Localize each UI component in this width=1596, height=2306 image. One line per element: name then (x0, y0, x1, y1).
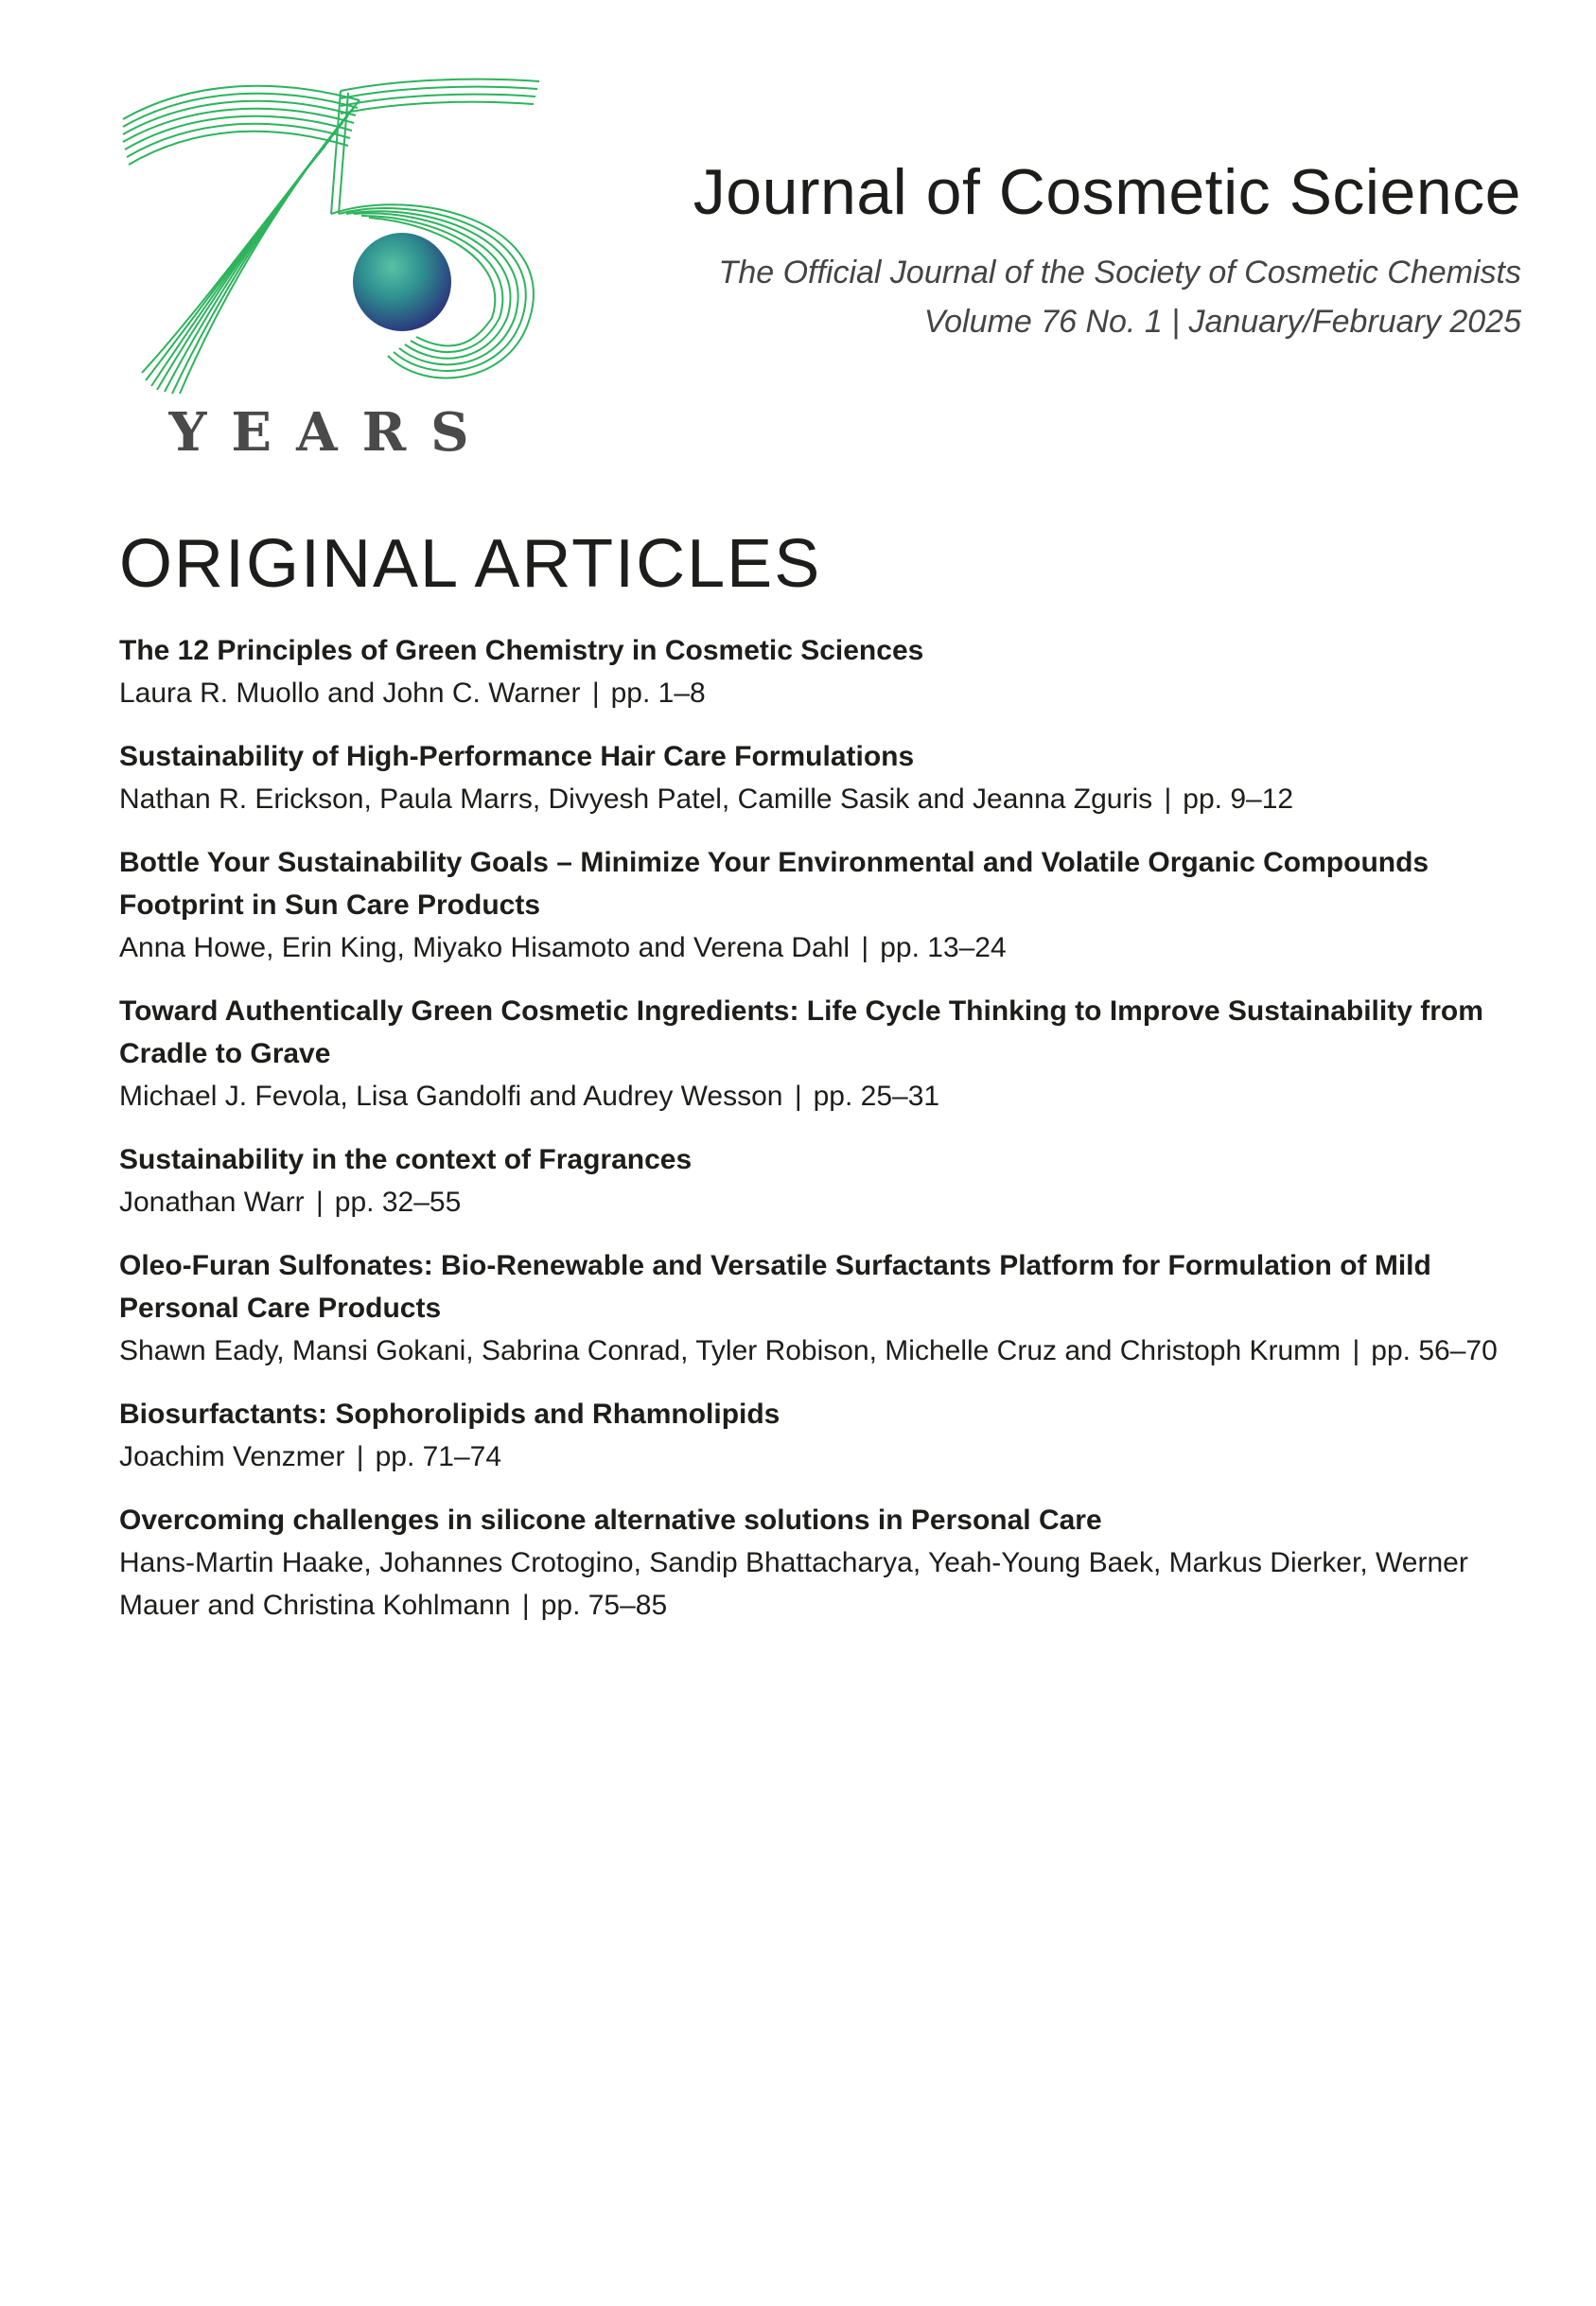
numeral-five (331, 79, 539, 378)
article-authors: Jonathan Warr (119, 1187, 305, 1218)
issue-info: Volume 76 No. 1 | January/February 2025 (923, 304, 1521, 340)
separator: | (356, 1441, 364, 1472)
article-item (119, 1499, 1529, 1627)
separator: | (1352, 1335, 1360, 1366)
article-title[interactable]: The 12 Principles of Green Chemistry in Cosmetic Sciences (119, 635, 924, 666)
section-heading: ORIGINAL ARTICLES (119, 526, 822, 602)
globe-orb-icon (353, 233, 451, 331)
article-item (119, 735, 1529, 820)
article-item (119, 629, 1529, 714)
separator: | (316, 1187, 324, 1218)
article-byline (119, 926, 1529, 969)
article-authors: Laura R. Muollo and John C. Warner (119, 678, 581, 709)
numeral-seven (123, 86, 360, 394)
years-wordmark: YEARS (168, 401, 494, 460)
article-title[interactable]: Bottle Your Sustainability Goals – Minimize Your Environmental and Volatile Organic Compounds Footprint in Sun Care Products (119, 847, 1429, 921)
article-pages: pp. 75–85 (540, 1590, 668, 1621)
anniversary-logo (114, 72, 549, 460)
article-item (119, 1393, 1529, 1478)
article-list (119, 629, 1529, 1647)
article-item (119, 990, 1529, 1118)
journal-subtitle: The Official Journal of the Society of Cosmetic Chemists (718, 255, 1521, 290)
article-byline (119, 1435, 1529, 1478)
article-pages: pp. 1–8 (610, 678, 706, 709)
article-title[interactable]: Sustainability of High-Performance Hair Care Formulations (119, 741, 915, 772)
article-title[interactable]: Oleo-Furan Sulfonates: Bio-Renewable and Versatile Surfactants Platform for Formulation of Mild Personal Care Products (119, 1250, 1431, 1324)
masthead (575, 150, 1521, 346)
separator: | (794, 1081, 802, 1112)
separator: | (861, 932, 869, 963)
article-title[interactable]: Overcoming challenges in silicone alternative solutions in Personal Care (119, 1505, 1102, 1536)
article-authors: Michael J. Fevola, Lisa Gandolfi and Audrey Wesson (119, 1081, 783, 1112)
article-pages: pp. 13–24 (880, 932, 1007, 963)
article-item (119, 1244, 1529, 1372)
article-pages: pp. 56–70 (1371, 1335, 1498, 1366)
article-item (119, 1138, 1529, 1223)
article-pages: pp. 32–55 (334, 1187, 462, 1218)
article-authors: Joachim Venzmer (119, 1441, 345, 1472)
article-authors: Hans-Martin Haake, Johannes Crotogino, Sandip Bhattacharya, Yeah-Young Baek, Markus Dierker, Werner Mauer and Christina Kohlmann (119, 1547, 1468, 1621)
article-byline (119, 1329, 1529, 1372)
article-byline (119, 672, 1529, 714)
separator: | (591, 678, 600, 709)
article-byline (119, 1541, 1529, 1627)
article-title[interactable]: Biosurfactants: Sophorolipids and Rhamnolipids (119, 1399, 780, 1430)
article-byline (119, 1075, 1529, 1118)
seventy-five-years-emblem (114, 72, 549, 460)
article-authors: Shawn Eady, Mansi Gokani, Sabrina Conrad, Tyler Robison, Michelle Cruz and Christoph Krumm (119, 1335, 1342, 1366)
journal-title: Journal of Cosmetic Science (693, 156, 1521, 228)
article-title[interactable]: Sustainability in the context of Fragrances (119, 1144, 693, 1175)
article-pages: pp. 9–12 (1183, 783, 1294, 815)
article-byline (119, 778, 1529, 820)
separator: | (1164, 783, 1172, 815)
article-authors: Nathan R. Erickson, Paula Marrs, Divyesh Patel, Camille Sasik and Jeanna Zguris (119, 783, 1153, 815)
article-pages: pp. 71–74 (375, 1441, 502, 1472)
article-byline (119, 1181, 1529, 1223)
separator: | (521, 1590, 530, 1621)
article-title[interactable]: Toward Authentically Green Cosmetic Ingredients: Life Cycle Thinking to Improve Sustainability from Cradle to Grave (119, 995, 1483, 1069)
article-item (119, 841, 1529, 969)
article-pages: pp. 25–31 (813, 1081, 940, 1112)
article-authors: Anna Howe, Erin King, Miyako Hisamoto and Verena Dahl (119, 932, 851, 963)
